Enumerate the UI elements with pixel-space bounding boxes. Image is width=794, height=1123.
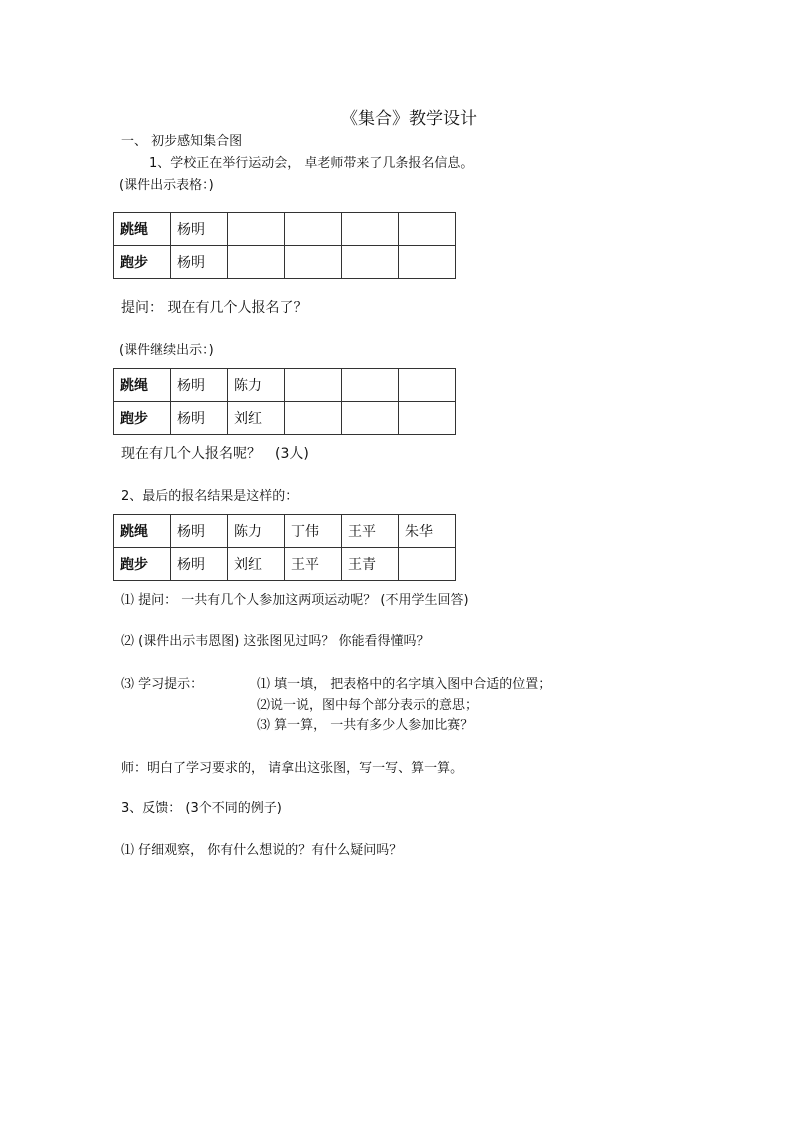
table-cell: 杨明 bbox=[171, 246, 228, 279]
signup-table-initial bbox=[113, 212, 456, 279]
table-row bbox=[114, 213, 456, 246]
table-row bbox=[114, 246, 456, 279]
table-cell: 王平 bbox=[285, 548, 342, 581]
table-cell: 朱华 bbox=[399, 515, 456, 548]
question-how-many-now: 现在有几个人报名呢？ (3人) bbox=[121, 446, 309, 462]
table-cell: 杨明 bbox=[171, 213, 228, 246]
question-how-many: 提问： 现在有几个人报名了？ bbox=[121, 300, 308, 316]
table-row bbox=[114, 548, 456, 581]
table-row bbox=[114, 369, 456, 402]
item-learning-tips-label: ⑶ 学习提示： bbox=[121, 677, 204, 692]
table-cell bbox=[285, 402, 342, 435]
tip-fill-in: ⑴ 填一填， 把表格中的名字填入图中合适的位置； bbox=[257, 677, 552, 692]
signup-table-final bbox=[113, 514, 456, 581]
item-question-total: ⑴ 提问： 一共有几个人参加这两项运动呢？ (不用学生回答) bbox=[121, 593, 469, 608]
tip-calculate: ⑶ 算一算， 一共有多少人参加比赛？ bbox=[257, 718, 474, 733]
row-label: 跑步 bbox=[114, 246, 171, 279]
row-label: 跳绳 bbox=[114, 213, 171, 246]
table-cell bbox=[228, 213, 285, 246]
table-cell bbox=[399, 246, 456, 279]
table-row bbox=[114, 515, 456, 548]
table-cell bbox=[342, 402, 399, 435]
table-cell: 刘红 bbox=[228, 548, 285, 581]
step-two: 2、最后的报名结果是这样的： bbox=[121, 489, 299, 504]
table-cell: 王青 bbox=[342, 548, 399, 581]
courseware-note: (课件出示表格：) bbox=[119, 178, 214, 193]
table-cell: 杨明 bbox=[171, 515, 228, 548]
table-cell bbox=[342, 369, 399, 402]
item-venn-diagram: ⑵ (课件出示韦恩图) 这张图见过吗？ 你能看得懂吗？ bbox=[121, 634, 430, 649]
step-three: 3、反馈： (3个不同的例子) bbox=[121, 801, 282, 816]
page-title: 《集合》教学设计 bbox=[341, 109, 477, 129]
table-cell bbox=[399, 402, 456, 435]
table-cell: 陈力 bbox=[228, 515, 285, 548]
table-cell bbox=[342, 213, 399, 246]
table-cell bbox=[399, 548, 456, 581]
row-label: 跳绳 bbox=[114, 515, 171, 548]
table-cell: 杨明 bbox=[171, 548, 228, 581]
table-cell: 刘红 bbox=[228, 402, 285, 435]
table-cell bbox=[228, 246, 285, 279]
table-cell: 杨明 bbox=[171, 369, 228, 402]
table-cell bbox=[285, 369, 342, 402]
teacher-instruction: 师：明白了学习要求的， 请拿出这张图，写一写、算一算。 bbox=[121, 761, 464, 776]
table-cell bbox=[342, 246, 399, 279]
table-cell bbox=[285, 213, 342, 246]
table-cell bbox=[399, 213, 456, 246]
table-cell bbox=[285, 246, 342, 279]
table-cell: 陈力 bbox=[228, 369, 285, 402]
row-label: 跳绳 bbox=[114, 369, 171, 402]
row-label: 跑步 bbox=[114, 548, 171, 581]
step-one: 1、学校正在举行运动会， 卓老师带来了几条报名信息。 bbox=[149, 156, 474, 171]
courseware-continue-note: (课件继续出示：) bbox=[119, 343, 214, 358]
row-label: 跑步 bbox=[114, 402, 171, 435]
table-cell: 杨明 bbox=[171, 402, 228, 435]
table-cell: 丁伟 bbox=[285, 515, 342, 548]
table-row bbox=[114, 402, 456, 435]
feedback-item: ⑴ 仔细观察， 你有什么想说的？有什么疑问吗？ bbox=[121, 843, 403, 858]
signup-table-updated bbox=[113, 368, 456, 435]
section-heading: 一、 初步感知集合图 bbox=[121, 134, 243, 149]
tip-explain: ⑵说一说，图中每个部分表示的意思； bbox=[257, 698, 479, 713]
table-cell bbox=[399, 369, 456, 402]
table-cell: 王平 bbox=[342, 515, 399, 548]
